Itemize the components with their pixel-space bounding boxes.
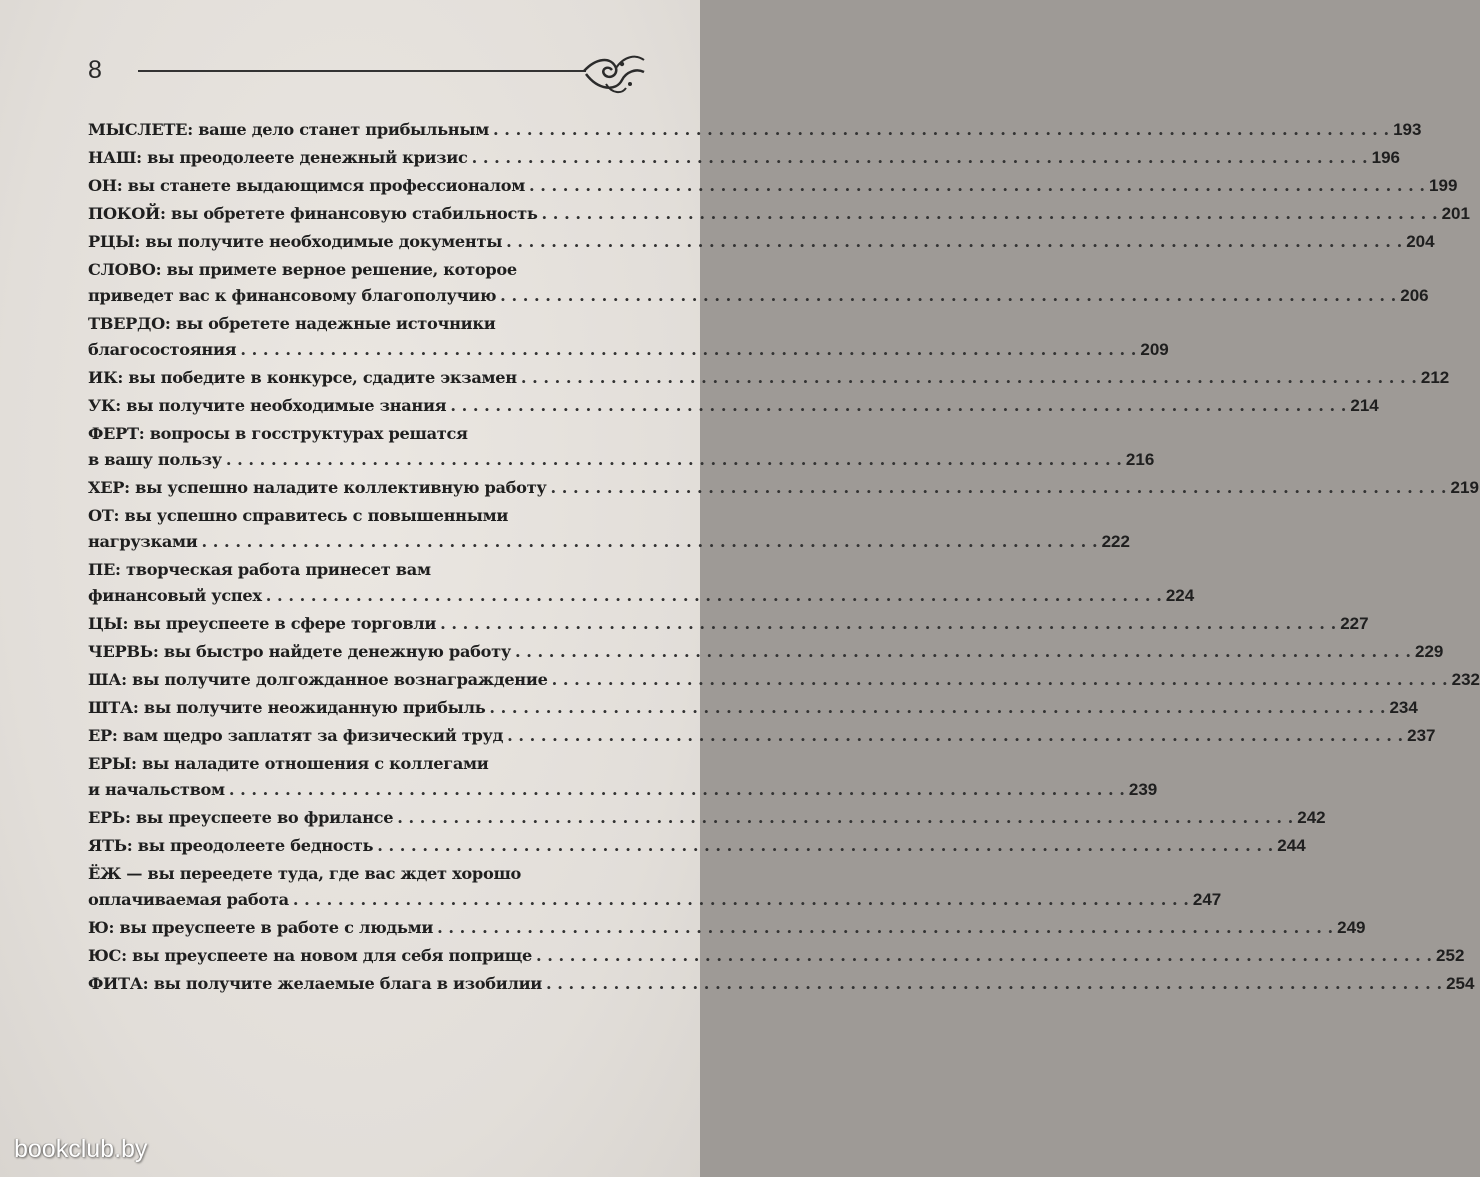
toc-entry (88, 667, 1480, 693)
toc-page-number: 212 (1420, 368, 1450, 387)
toc-entry (88, 915, 1366, 941)
toc-entry (88, 365, 1450, 391)
toc-entry-text: ОТ: вы успешно справитесь с повышенными (88, 506, 509, 525)
dot-leader (450, 393, 1346, 419)
dot-leader (552, 667, 1448, 693)
toc-page-number: 216 (1125, 450, 1155, 469)
toc-entry-line (88, 365, 1450, 391)
dot-leader (500, 283, 1396, 309)
toc-page-number: 242 (1297, 808, 1326, 827)
toc-entry-text: Ю: вы преуспеете в работе с людьми (88, 918, 434, 937)
toc-entry (88, 971, 1475, 997)
dot-leader (529, 173, 1425, 199)
toc-entry-line (88, 503, 644, 529)
table-of-contents (88, 117, 1480, 999)
watermark-text: bookclub.by (14, 1135, 148, 1163)
toc-entry-text: ЦЫ: вы преуспеете в сфере торговли (88, 614, 437, 633)
dot-leader (506, 229, 1402, 255)
toc-entry-text: ФЕРТ: вопросы в госструктурах решатся (88, 424, 468, 443)
dot-leader (240, 337, 1136, 363)
toc-entry-line (88, 723, 1436, 749)
header-rule (138, 70, 568, 72)
toc-entry-text: НАШ: вы преодолеете денежный кризис (88, 148, 468, 167)
toc-entry-line (88, 751, 644, 777)
toc-entry (88, 393, 1379, 419)
toc-entry-line (88, 311, 644, 337)
dot-leader (377, 833, 1273, 859)
dot-leader (542, 201, 1438, 227)
toc-entry (88, 421, 1155, 473)
toc-entry-text: ЮС: вы преуспеете на новом для себя поприще (88, 946, 532, 965)
toc-entry (88, 833, 1306, 859)
toc-entry-line (88, 337, 1169, 363)
toc-page-number: 252 (1436, 946, 1465, 965)
toc-entry-text: ЯТЬ: вы преодолеете бедность (88, 836, 374, 855)
toc-entry-text: ЧЕРВЬ: вы быстро найдете денежную работу (88, 642, 511, 661)
toc-page-number: 254 (1446, 974, 1475, 993)
toc-entry-line (88, 257, 644, 283)
toc-entry-line (88, 887, 1222, 913)
toc-page-number: 224 (1165, 586, 1195, 605)
dot-leader (202, 529, 1098, 555)
watermark (0, 1125, 180, 1177)
toc-entry-line (88, 583, 1195, 609)
toc-entry-text: УК: вы получите необходимые знания (88, 396, 447, 415)
toc-page-number: 247 (1192, 890, 1222, 909)
dot-leader (521, 365, 1417, 391)
page-number: 8 (88, 56, 102, 84)
toc-entry-line (88, 393, 1379, 419)
toc-entry (88, 503, 1130, 555)
toc-entry (88, 723, 1436, 749)
dot-leader (440, 611, 1336, 637)
toc-entry-text: в вашу пользу (88, 450, 222, 469)
toc-entry-text: ПЕ: творческая работа принесет вам (88, 560, 431, 579)
toc-entry-line (88, 475, 1479, 501)
toc-entry-line (88, 201, 1470, 227)
toc-entry-text: ЕР: вам щедро заплатят за физический труд (88, 726, 504, 745)
dot-leader (507, 723, 1403, 749)
toc-entry-line (88, 421, 644, 447)
toc-entry-line (88, 639, 1444, 665)
toc-entry (88, 145, 1400, 171)
toc-entry (88, 695, 1418, 721)
toc-entry (88, 117, 1422, 143)
toc-page-number: 201 (1441, 204, 1470, 223)
page-header (88, 50, 648, 100)
toc-page-number: 204 (1406, 232, 1435, 251)
toc-entry-text: ПОКОЙ: вы обретете финансовую стабильность (88, 204, 538, 223)
dot-leader (472, 145, 1368, 171)
toc-page-number: 234 (1389, 698, 1418, 717)
toc-entry (88, 861, 1222, 913)
toc-entry (88, 557, 1195, 609)
toc-entry-line (88, 145, 1400, 171)
toc-page-number: 206 (1400, 286, 1429, 305)
toc-entry-text: ША: вы получите долгожданное вознаграждение (88, 670, 548, 689)
toc-page-number: 244 (1277, 836, 1306, 855)
toc-entry-text: РЦЫ: вы получите необходимые документы (88, 232, 503, 251)
toc-page-number: 227 (1340, 614, 1369, 633)
toc-entry (88, 751, 1158, 803)
toc-page-number: 196 (1371, 148, 1400, 167)
toc-entry-line (88, 777, 1158, 803)
toc-entry (88, 943, 1465, 969)
dot-leader (536, 943, 1432, 969)
toc-entry-text: ЕРЬ: вы преуспеете во фрилансе (88, 808, 394, 827)
dot-leader (546, 971, 1442, 997)
toc-entry-line (88, 695, 1418, 721)
toc-entry-line (88, 283, 1429, 309)
dot-leader (437, 915, 1333, 941)
toc-entry-text: благосостояния (88, 340, 237, 359)
toc-entry-text: ШТА: вы получите неожиданную прибыль (88, 698, 486, 717)
toc-entry-text: ЁЖ — вы переедете туда, где вас ждет хорошо (88, 864, 522, 883)
dot-leader (266, 583, 1162, 609)
toc-page-number: 219 (1450, 478, 1479, 497)
toc-entry-line (88, 943, 1465, 969)
toc-entry-text: ТВЕРДО: вы обретете надежные источники (88, 314, 496, 333)
toc-entry (88, 611, 1369, 637)
toc-entry-text: ИК: вы победите в конкурсе, сдадите экзамен (88, 368, 517, 387)
toc-entry (88, 173, 1458, 199)
toc-entry-text: ОН: вы станете выдающимся профессионалом (88, 176, 525, 195)
toc-entry-text: нагрузками (88, 532, 198, 551)
floral-ornament-icon (556, 50, 646, 98)
dot-leader (550, 475, 1446, 501)
toc-entry-line (88, 805, 1326, 831)
toc-entry (88, 229, 1435, 255)
toc-entry-text: ФИТА: вы получите желаемые блага в изобилии (88, 974, 543, 993)
toc-page-number: 229 (1415, 642, 1444, 661)
toc-entry-line (88, 529, 1130, 555)
toc-page-number: 199 (1429, 176, 1458, 195)
toc-entry-text: финансовый успех (88, 586, 262, 605)
dot-leader (493, 117, 1389, 143)
toc-entry-line (88, 611, 1369, 637)
toc-entry-text: ЕРЫ: вы наладите отношения с коллегами (88, 754, 489, 773)
toc-entry-line (88, 861, 644, 887)
toc-page-number: 193 (1393, 120, 1422, 139)
toc-entry-line (88, 229, 1435, 255)
toc-entry-line (88, 447, 1155, 473)
dot-leader (397, 805, 1293, 831)
toc-page-number: 239 (1128, 780, 1158, 799)
toc-page-number: 249 (1337, 918, 1366, 937)
toc-entry-text: СЛОВО: вы примете верное решение, которое (88, 260, 517, 279)
toc-entry-line (88, 971, 1475, 997)
dot-leader (229, 777, 1125, 803)
toc-entry-line (88, 915, 1366, 941)
toc-entry (88, 639, 1444, 665)
dot-leader (293, 887, 1189, 913)
dot-leader (226, 447, 1122, 473)
toc-page-number: 237 (1407, 726, 1436, 745)
toc-entry (88, 805, 1326, 831)
toc-entry-line (88, 117, 1422, 143)
dot-leader (515, 639, 1411, 665)
toc-entry-line (88, 173, 1458, 199)
toc-entry-text: и начальством (88, 780, 225, 799)
toc-entry (88, 475, 1479, 501)
toc-entry-text: ХЕР: вы успешно наладите коллективную работу (88, 478, 547, 497)
toc-entry (88, 311, 1169, 363)
toc-entry (88, 201, 1470, 227)
dot-leader (489, 695, 1385, 721)
toc-entry-text: оплачиваемая работа (88, 890, 289, 909)
toc-page-number: 209 (1140, 340, 1169, 359)
toc-entry (88, 257, 1429, 309)
toc-page-number: 232 (1451, 670, 1480, 689)
toc-entry-text: приведет вас к финансовому благополучию (88, 286, 497, 305)
toc-entry-line (88, 833, 1306, 859)
toc-entry-line (88, 667, 1480, 693)
toc-entry-text: МЫСЛЕТЕ: ваше дело станет прибыльным (88, 120, 490, 139)
toc-page-number: 214 (1350, 396, 1379, 415)
toc-page-number: 222 (1101, 532, 1130, 551)
toc-entry-line (88, 557, 644, 583)
